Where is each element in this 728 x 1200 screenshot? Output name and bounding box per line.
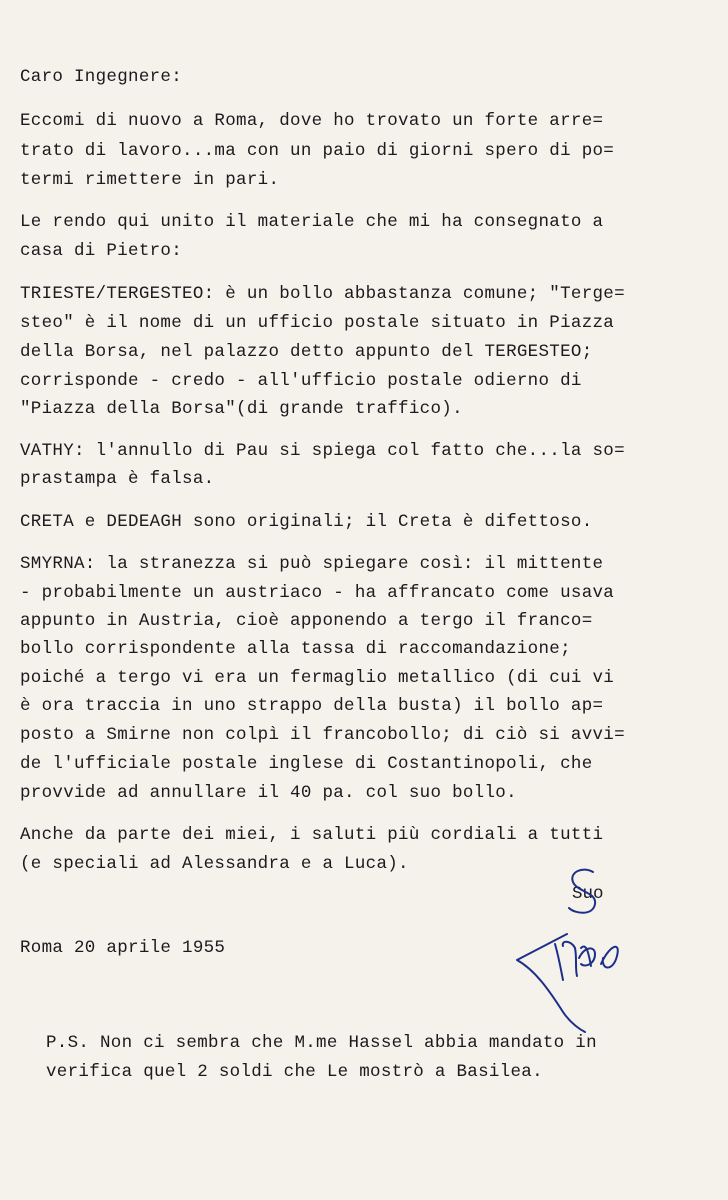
paragraph-line: prastampa è falsa.: [20, 469, 215, 489]
paragraph-line: corrisponde - credo - all'ufficio postale odierno di: [20, 371, 582, 391]
paragraph-line: bollo corrispondente alla tassa di raccomandazione;: [20, 639, 571, 659]
closing: Suo: [572, 884, 604, 904]
paragraph-line: poiché a tergo vi era un fermaglio metallico (di cui vi: [20, 668, 615, 688]
paragraph-line: casa di Pietro:: [20, 241, 183, 261]
postscript-line: P.S. Non ci sembra che M.me Hassel abbia mandato in: [46, 1033, 597, 1053]
paragraph-line: Le rendo qui unito il materiale che mi ha consegnato a: [20, 212, 604, 232]
paragraph-line: CRETA e DEDEAGH sono originali; il Creta è difettoso.: [20, 512, 593, 532]
paragraph-line: appunto in Austria, cioè apponendo a tergo il franco=: [20, 611, 593, 631]
paragraph-line: termi rimettere in pari.: [20, 170, 280, 190]
postscript-line: verifica quel 2 soldi che Le mostrò a Basilea.: [46, 1062, 543, 1082]
paragraph-line: trato di lavoro...ma con un paio di giorni spero di po=: [20, 141, 615, 161]
paragraph-line: Anche da parte dei miei, i saluti più cordiali a tutti: [20, 825, 604, 845]
paragraph-line: è ora traccia in uno strappo della busta) il bollo ap=: [20, 696, 604, 716]
paragraph-line: "Piazza della Borsa"(di grande traffico).: [20, 399, 463, 419]
paragraph-line: de l'ufficiale postale inglese di Costantinopoli, che: [20, 754, 593, 774]
paragraph-line: - probabilmente un austriaco - ha affrancato come usava: [20, 583, 615, 603]
place-date: Roma 20 aprile 1955: [20, 938, 226, 958]
salutation: Caro Ingegnere:: [20, 67, 183, 87]
paragraph-line: steo" è il nome di un ufficio postale situato in Piazza: [20, 313, 615, 333]
handwritten-signature: [505, 862, 635, 1042]
paragraph-line: VATHY: l'annullo di Pau si spiega col fatto che...la so=: [20, 441, 625, 461]
paragraph-line: posto a Smirne non colpì il francobollo; di ciò si avvi=: [20, 725, 625, 745]
paragraph-line: SMYRNA: la stranezza si può spiegare così: il mittente: [20, 554, 604, 574]
paragraph-line: della Borsa, nel palazzo detto appunto del TERGESTEO;: [20, 342, 593, 362]
paragraph-line: (e speciali ad Alessandra e a Luca).: [20, 854, 409, 874]
paragraph-line: provvide ad annullare il 40 pa. col suo bollo.: [20, 783, 517, 803]
paragraph-line: Eccomi di nuovo a Roma, dove ho trovato un forte arre=: [20, 111, 604, 131]
paragraph-line: TRIESTE/TERGESTEO: è un bollo abbastanza comune; "Terge=: [20, 284, 625, 304]
